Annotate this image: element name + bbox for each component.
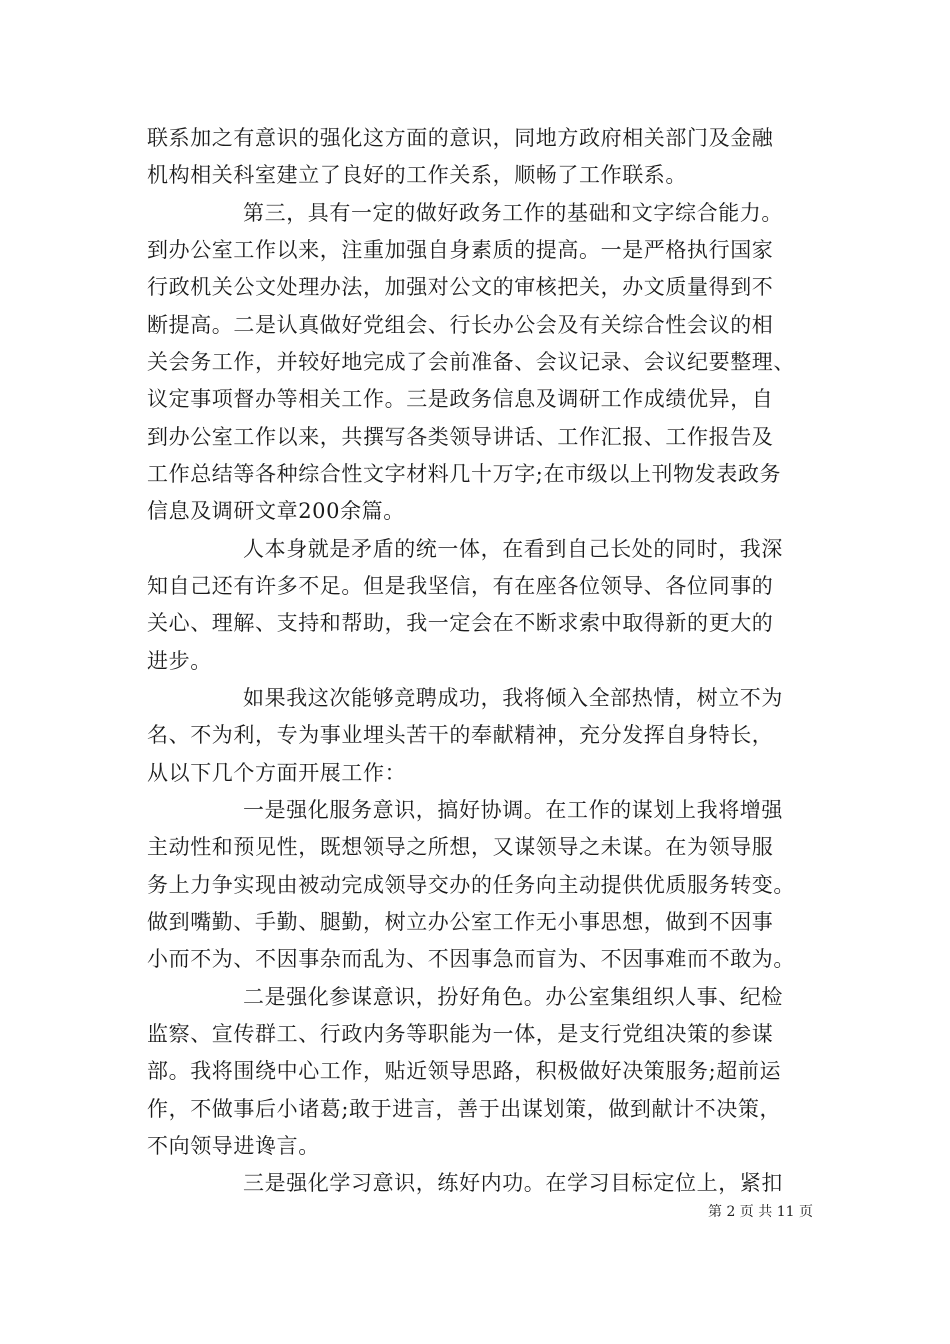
text-line: 到办公室工作以来，注重加强自身素质的提高。一是严格执行国家 bbox=[147, 238, 774, 262]
text-line: 工作总结等各种综合性文字材料几十万字;在市级以上刊物发表政务 bbox=[147, 462, 782, 486]
text-line: 小而不为、不因事杂而乱为、不因事急而盲为、不因事难而不敢为。 bbox=[147, 947, 795, 971]
text-line: 进步。 bbox=[147, 649, 212, 673]
paragraph-start-line: 第三，具有一定的做好政务工作的基础和文字综合能力。 bbox=[243, 201, 783, 225]
text-line: 做到嘴勤、手勤、腿勤，树立办公室工作无小事思想，做到不因事 bbox=[147, 910, 774, 934]
text-line: 关心、理解、支持和帮助，我一定会在不断求索中取得新的更大的 bbox=[147, 611, 774, 635]
text-line: 不向领导进谗言。 bbox=[147, 1134, 320, 1158]
text-line: 主动性和预见性，既想领导之所想，又谋领导之未谋。在为领导服 bbox=[147, 835, 774, 859]
text-line: 断提高。二是认真做好党组会、行长办公会及有关综合性会议的相 bbox=[147, 313, 774, 337]
text-line: 信息及调研文章200余篇。 bbox=[147, 499, 405, 523]
text-line: 行政机关公文处理办法，加强对公文的审核把关，办文质量得到不 bbox=[147, 275, 774, 299]
text-line: 从以下几个方面开展工作： bbox=[147, 761, 407, 785]
text-line: 到办公室工作以来，共撰写各类领导讲话、工作汇报、工作报告及 bbox=[147, 425, 774, 449]
paragraph-start-line: 人本身就是矛盾的统一体，在看到自己长处的同时，我深 bbox=[243, 537, 783, 561]
text-line: 务上力争实现由被动完成领导交办的任务向主动提供优质服务转变。 bbox=[147, 873, 795, 897]
page-number: 第 2 页 共 11 页 bbox=[708, 1204, 813, 1220]
text-line: 监察、宣传群工、行政内务等职能为一体，是支行党组决策的参谋 bbox=[147, 1022, 774, 1046]
text-line: 知自己还有许多不足。但是我坚信，有在座各位领导、各位同事的 bbox=[147, 574, 774, 598]
paragraph-start-line: 一是强化服务意识，搞好协调。在工作的谋划上我将增强 bbox=[243, 798, 783, 822]
text-line: 关会务工作，并较好地完成了会前准备、会议记录、会议纪要整理、 bbox=[147, 350, 795, 374]
paragraph-start-line: 三是强化学习意识，练好内功。在学习目标定位上，紧扣 bbox=[243, 1171, 783, 1195]
text-line: 机构相关科室建立了良好的工作关系，顺畅了工作联系。 bbox=[147, 163, 687, 187]
text-line: 议定事项督办等相关工作。三是政务信息及调研工作成绩优异，自 bbox=[147, 387, 774, 411]
text-line: 名、不为利，专为事业埋头苦干的奉献精神，充分发挥自身特长， bbox=[147, 723, 774, 747]
text-line: 作，不做事后小诸葛;敢于进言，善于出谋划策，做到献计不决策， bbox=[147, 1097, 782, 1121]
text-line: 部。我将围绕中心工作，贴近领导思路，积极做好决策服务;超前运 bbox=[147, 1059, 782, 1083]
paragraph-start-line: 二是强化参谋意识，扮好角色。办公室集组织人事、纪检 bbox=[243, 985, 783, 1009]
text-line: 联系加之有意识的强化这方面的意识，同地方政府相关部门及金融 bbox=[147, 126, 774, 150]
paragraph-start-line: 如果我这次能够竞聘成功，我将倾入全部热情，树立不为 bbox=[243, 686, 783, 710]
